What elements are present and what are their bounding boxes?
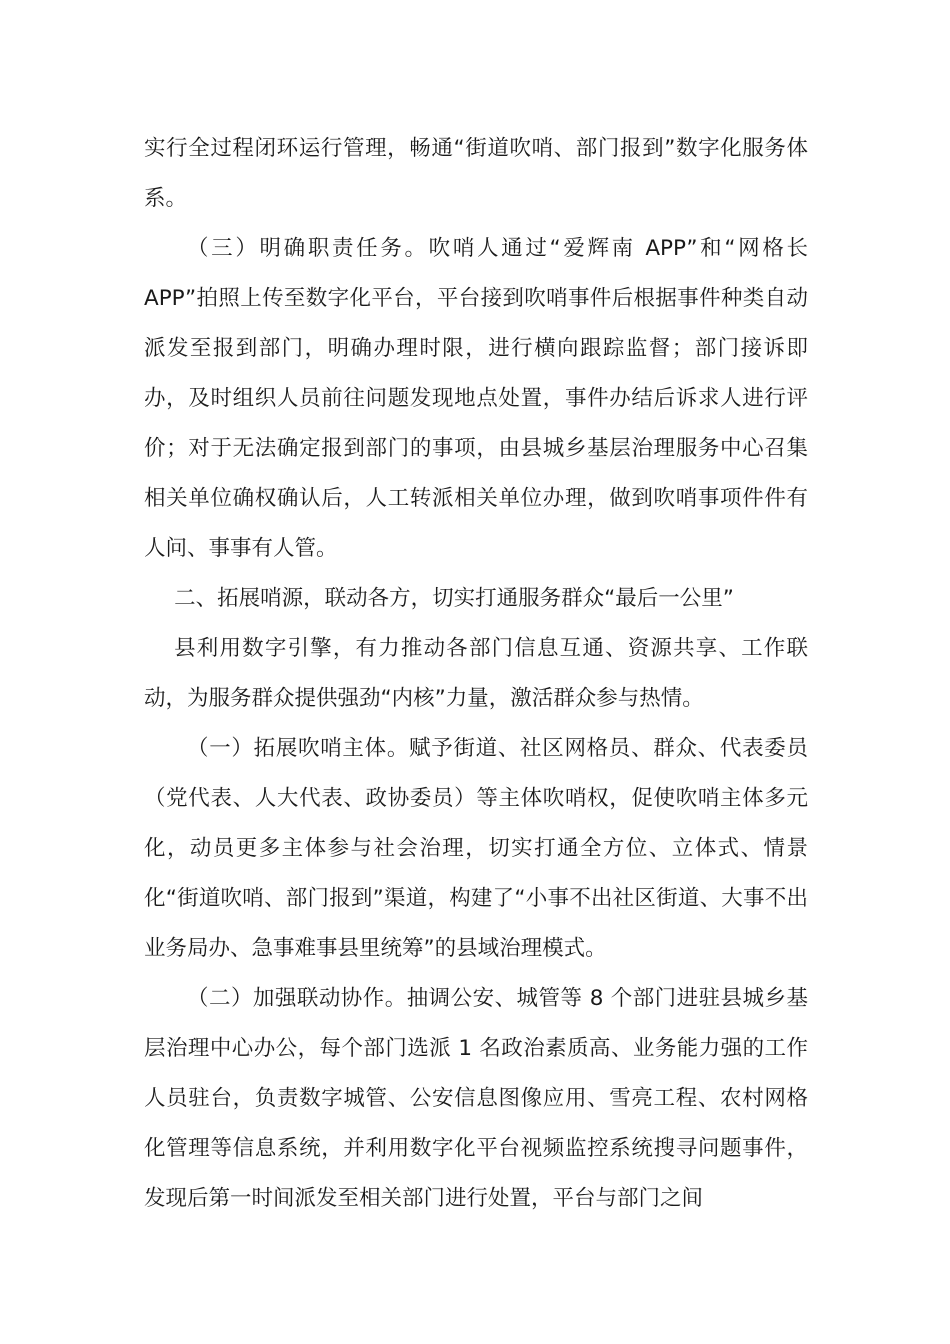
paragraph-section-2-1: （一）拓展吹哨主体。赋予街道、社区网格员、群众、代表委员（党代表、人大代表、政协委员）等主体吹哨权，促使吹哨主体多元化，动员更多主体参与社会治理，切实打通全方位、立体式、情景化“街道吹哨、部门报到”渠道，构建了“小事不出社区街道、大事不出业务局办、急事难事县里统筹”的县域治理模式。 — [144, 736, 808, 961]
document-body — [144, 124, 808, 1224]
paragraph-continuation: 实行全过程闭环运行管理，畅通“街道吹哨、部门报到”数字化服务体系。 — [144, 136, 808, 211]
paragraph-intro: 县利用数字引擎，有力推动各部门信息互通、资源共享、工作联动，为服务群众提供强劲“内核”力量，激活群众参与热情。 — [144, 636, 808, 711]
paragraph-section-2-2: （二）加强联动协作。抽调公安、城管等 8 个部门进驻县城乡基层治理中心办公，每个部门选派 1 名政治素质高、业务能力强的工作人员驻台，负责数字城管、公安信息图像应用、雪亮工程、农村网格化管理等信息系统，并利用数字化平台视频监控系统搜寻问题事件，发现后第一时间派发至相关部门进行处置，平台与部门之间 — [144, 986, 808, 1211]
heading-section-2: 二、拓展哨源，联动各方，切实打通服务群众“最后一公里” — [174, 586, 734, 611]
paragraph-section-3: （三）明确职责任务。吹哨人通过“爱辉南 APP”和“网格长 APP”拍照上传至数字化平台，平台接到吹哨事件后根据事件种类自动派发至报到部门，明确办理时限，进行横向跟踪监督；部门接诉即办，及时组织人员前往问题发现地点处置，事件办结后诉求人进行评价；对于无法确定报到部门的事项，由县城乡基层治理服务中心召集相关单位确权确认后，人工转派相关单位办理，做到吹哨事项件件有人问、事事有人管。 — [144, 236, 808, 561]
